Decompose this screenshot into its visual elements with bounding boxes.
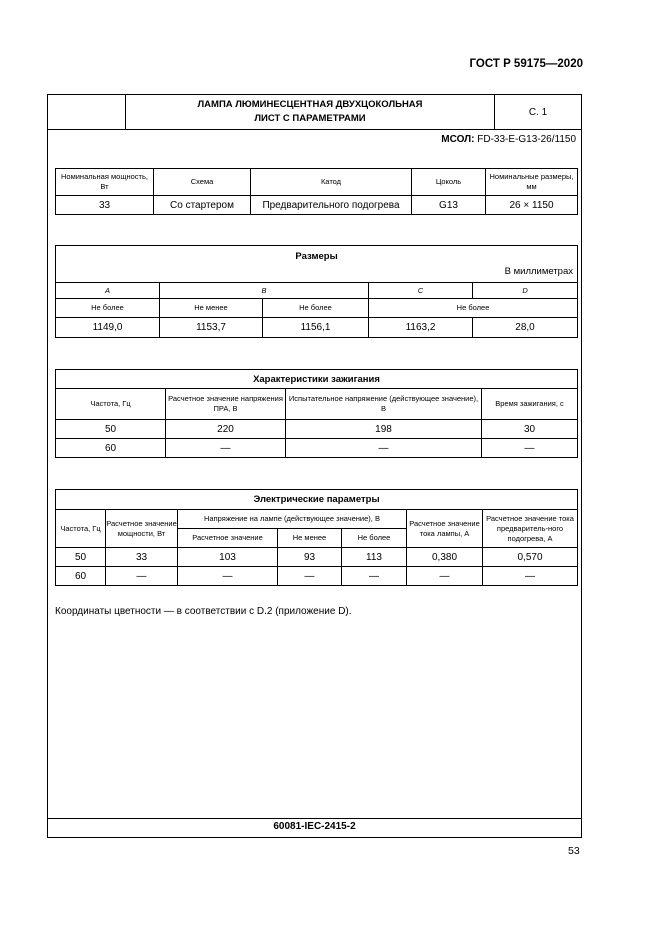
elec-header-freq: Частота, Гц [56,510,106,548]
dim-limit: Не более [263,299,369,318]
elec-header-power: Расчетное значение мощности, Вт [106,510,178,548]
dim-letter-b: B [160,283,369,299]
elec-cell: 103 [178,548,278,567]
ignition-cell: 60 [56,439,166,458]
elec-cell: — [178,567,278,586]
ignition-header: Частота, Гц [56,389,166,420]
summary-header-base: Цоколь [412,169,486,196]
ignition-title: Характеристики зажигания [56,370,578,389]
dim-value: 1156,1 [263,318,369,338]
electrical-title: Электрические параметры [56,490,578,510]
header-left-cell [48,95,126,129]
dimensions-title: Размеры [56,246,578,283]
elec-cell: 0,570 [483,548,578,567]
summary-cell: Предварительного подогрева [251,196,412,215]
elec-cell: 113 [342,548,407,567]
elec-cell: — [342,567,407,586]
page-number: 53 [568,845,580,857]
sheet-page: С. 1 [528,106,548,118]
dimensions-table [55,245,578,338]
summary-table [55,168,578,215]
elec-cell: 93 [278,548,342,567]
dim-limit: Не менее [160,299,263,318]
elec-header-voltage: Напряжение на лампе (действующее значение), В [178,510,407,529]
msol-code [441,134,576,145]
sheet-title-line1: ЛАМПА ЛЮМИНЕСЦЕНТНАЯ ДВУХЦОКОЛЬНАЯ [197,99,423,110]
msol-label: МСОЛ: [441,134,475,145]
elec-cell: 33 [106,548,178,567]
sheet-title [126,95,495,129]
elec-header-v-min: Не менее [278,529,342,548]
summary-header-size: Номинальные размеры, мм [486,169,578,196]
dim-limit: Не более [56,299,160,318]
elec-cell: — [278,567,342,586]
summary-cell: Со стартером [154,196,251,215]
ignition-cell: 30 [482,420,578,439]
ignition-header: Время зажигания, с [482,389,578,420]
elec-cell: — [106,567,178,586]
ignition-cell: 198 [286,420,482,439]
sheet-footer-code: 60081-IEC-2415-2 [273,821,356,832]
summary-cell: G13 [412,196,486,215]
ignition-cell: — [482,439,578,458]
sheet-title-line2: ЛИСТ С ПАРАМЕТРАМИ [254,113,366,124]
dim-value: 1163,2 [369,318,473,338]
dim-letter-a: A [56,283,160,299]
dimensions-unit: В миллиметрах [504,266,573,277]
summary-cell: 26 × 1150 [486,196,578,215]
color-coordinates-note: Координаты цветности — в соответствии с D.2 (приложение D). [55,606,352,617]
elec-cell: — [407,567,483,586]
dim-value: 1153,7 [160,318,263,338]
ignition-cell: 50 [56,420,166,439]
elec-header-preheat: Расчетное значение тока предваритель-ного подогрева, А [483,510,578,548]
dim-value: 1149,0 [56,318,160,338]
elec-cell: 60 [56,567,106,586]
msol-value: FD-33-E-G13-26/1150 [477,134,576,145]
elec-cell: — [483,567,578,586]
ignition-cell: — [166,439,286,458]
ignition-cell: 220 [166,420,286,439]
ignition-cell: — [286,439,482,458]
ignition-header: Испытательное напряжение (действующее значение), В [286,389,482,420]
elec-header-v-rated: Расчетное значение [178,529,278,548]
dim-letter-d: D [473,283,578,299]
elec-cell: 0,380 [407,548,483,567]
summary-cell: 33 [56,196,154,215]
summary-header-power: Номинальная мощность, Вт [56,169,154,196]
ignition-table [55,369,578,458]
header-divider [47,129,582,130]
dim-value: 28,0 [473,318,578,338]
summary-header-scheme: Схема [154,169,251,196]
footer-divider [47,818,582,819]
summary-header-cathode: Катод [251,169,412,196]
elec-header-v-max: Не более [342,529,407,548]
dim-letter-c: C [369,283,473,299]
electrical-table [55,489,578,586]
standard-number: ГОСТ Р 59175—2020 [469,58,583,70]
elec-header-current: Расчетное значение тока лампы, А [407,510,483,548]
elec-cell: 50 [56,548,106,567]
ignition-header: Расчетное значение напряжения ПРА, В [166,389,286,420]
dim-limit: Не более [369,299,578,318]
